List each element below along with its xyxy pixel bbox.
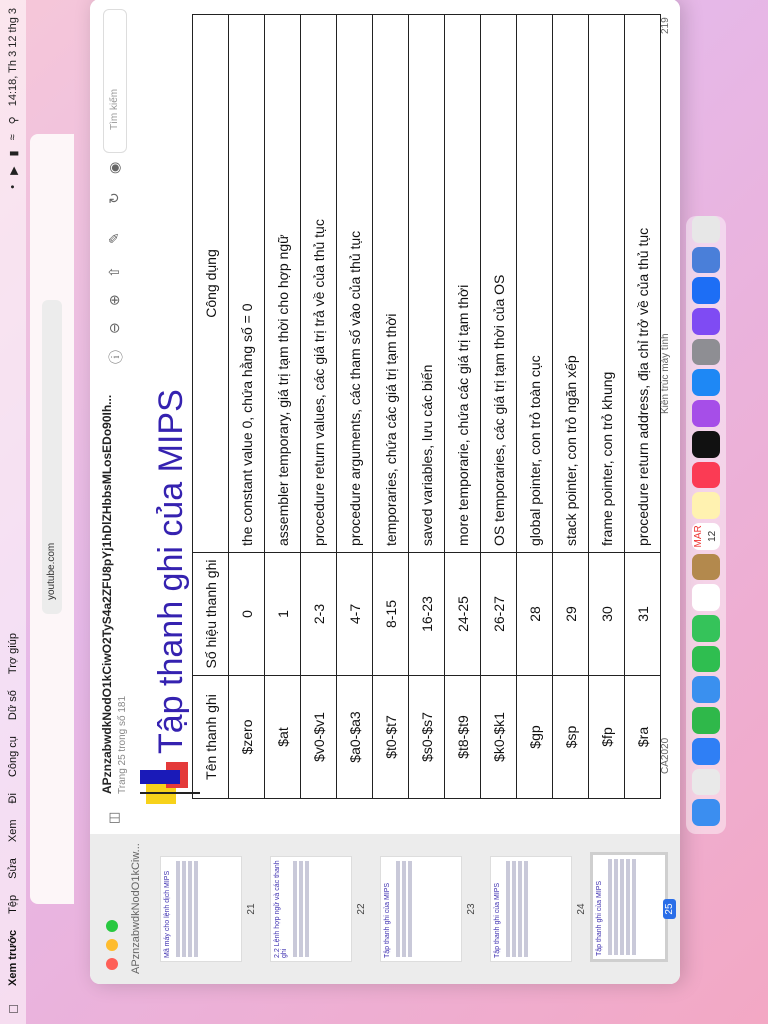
table-row (265, 15, 301, 799)
register-number-cell: 24-25 (445, 553, 481, 676)
register-name-cell: $a0-$a3 (337, 676, 373, 799)
register-number-cell: 29 (553, 553, 589, 676)
table-row (481, 15, 517, 799)
page-thumbnail-selected[interactable] (590, 852, 668, 962)
podcasts-icon[interactable] (692, 400, 720, 427)
mail-icon[interactable] (692, 676, 720, 703)
thumbnail-title: Tập thanh ghi của MIPS (596, 880, 603, 956)
register-number-cell: 1 (265, 553, 301, 676)
menu-app[interactable]: Xem trước (7, 929, 19, 986)
close-button[interactable] (106, 958, 118, 970)
register-number-cell: 16-23 (409, 553, 445, 676)
register-name-cell: $zero (229, 676, 265, 799)
background-browser-window[interactable] (30, 134, 74, 904)
wifi-icon[interactable]: ≈ (7, 134, 19, 141)
thumbnail-number: 21 (246, 903, 257, 915)
register-usage-cell: assembler temporary, giá trị tạm thời cho hợp ngữ (265, 15, 301, 553)
search-input[interactable]: Tìm kiếm (103, 9, 127, 153)
calendar-day: 12 (707, 530, 718, 542)
selected-page-badge: 25 (663, 899, 676, 918)
menu-view[interactable]: Xem (7, 819, 19, 843)
thumbnail-number: 22 (356, 903, 367, 915)
register-number-cell: 26-27 (481, 553, 517, 676)
register-number-cell: 30 (589, 553, 625, 676)
table-row (553, 15, 589, 799)
preview-app-icon[interactable] (692, 247, 720, 274)
sidebar-doc-title: APznzabwdkNodO1kCiw... (130, 843, 142, 974)
preview-toolbar (90, 0, 141, 834)
table-row (337, 15, 373, 799)
slide-title: Tập thanh ghi của MIPS (152, 389, 190, 754)
register-usage-cell: procedure return values, các giá trị trả về của thủ tục (301, 15, 337, 553)
table-row (625, 15, 661, 799)
register-number-cell: 2-3 (301, 553, 337, 676)
thumbnail-title: Tập thanh ghi của MIPS (494, 882, 501, 958)
zoom-button[interactable] (106, 920, 118, 932)
table-row (301, 15, 337, 799)
thumbnail-title: Mã máy cho lệnh dịch MIPS (164, 870, 171, 958)
messenger-icon[interactable] (692, 308, 720, 335)
register-table-body (229, 15, 661, 799)
window-controls (106, 920, 118, 970)
table-row (373, 15, 409, 799)
register-name-cell: $s0-$s7 (409, 676, 445, 799)
register-usage-cell: temporaries, chứa các giá trị tạm thời (373, 15, 409, 553)
info-icon[interactable]: ⓘ (108, 350, 124, 364)
thumbnail-number: 24 (576, 903, 587, 915)
search-icon[interactable]: ⚲ (7, 116, 20, 125)
register-name-cell: $fp (589, 676, 625, 799)
register-usage-cell: procedure return address, địa chỉ trở về của thủ tục (625, 15, 661, 553)
register-usage-cell: frame pointer, con trỏ khung (589, 15, 625, 553)
register-usage-cell: global pointer, con trỏ toàn cục (517, 15, 553, 553)
bluetooth-icon[interactable]: • (7, 184, 19, 189)
menu-window[interactable]: Dữ số (7, 690, 19, 721)
table-header-row (193, 15, 229, 799)
document-title: APznzabwdkNodO1kCiwO2TyS4a2ZFU8pYj1hDlZHbbsMLosEDo90Ih... (100, 394, 114, 794)
table-row (409, 15, 445, 799)
appstore-icon[interactable] (692, 369, 720, 396)
register-name-cell: $v0-$v1 (301, 676, 337, 799)
register-name-cell: $at (265, 676, 301, 799)
slide-page (140, 0, 680, 834)
sidebar-toggle-icon[interactable]: ◫ (106, 811, 121, 824)
slide-decoration-blue (140, 770, 180, 784)
markup-icon[interactable]: ◉ (106, 161, 122, 174)
menu-file[interactable]: Tệp (7, 894, 19, 914)
battery-icon[interactable]: ▮ (7, 150, 20, 157)
register-table (192, 14, 661, 799)
appletv-icon[interactable] (692, 431, 720, 458)
music-icon[interactable] (692, 462, 720, 489)
slide-decoration-line (140, 792, 200, 794)
zoom-out-icon[interactable]: ⊖ (106, 322, 122, 334)
menu-tools[interactable]: Công cụ (7, 736, 19, 778)
calendar-icon[interactable] (692, 523, 720, 550)
header-register-number: Số hiệu thanh ghi (193, 553, 229, 676)
register-usage-cell: saved variables, lưu các biến (409, 15, 445, 553)
phone-icon[interactable] (692, 615, 720, 642)
notes-icon[interactable] (692, 492, 720, 519)
table-row (445, 15, 481, 799)
clock-text[interactable]: 14:18, Th 3 12 thg 3 (7, 8, 19, 107)
page-thumbnail[interactable] (490, 856, 572, 962)
contacts-icon[interactable] (692, 554, 720, 581)
register-number-cell: 4-7 (337, 553, 373, 676)
register-number-cell: 8-15 (373, 553, 409, 676)
table-row (229, 15, 265, 799)
thumbnail-title: 2.2 Lệnh hợp ngữ và các thanh ghi (274, 860, 288, 958)
register-name-cell: $ra (625, 676, 661, 799)
markup-pen-icon[interactable]: ✎ (106, 232, 122, 244)
preview-window (90, 0, 680, 984)
thumbnail-number-selected (664, 834, 675, 984)
page-thumbnail[interactable] (380, 856, 462, 962)
register-usage-cell: OS temporaries, các giá trị tạm thời của OS (481, 15, 517, 553)
register-name-cell: $t0-$t7 (373, 676, 409, 799)
messages-icon[interactable] (692, 707, 720, 734)
header-usage: Công dụng (193, 15, 229, 553)
register-usage-cell: procedure arguments, các tham số vào của thủ tục (337, 15, 373, 553)
register-usage-cell: stack pointer, con trỏ ngăn xếp (553, 15, 589, 553)
register-usage-cell: more temporarie, chứa các giá trị tạm thời (445, 15, 481, 553)
register-name-cell: $sp (553, 676, 589, 799)
thumbnail-sidebar (90, 834, 680, 984)
page-thumbnail[interactable] (160, 856, 242, 962)
finder-icon[interactable] (692, 799, 720, 826)
page-thumbnail[interactable] (270, 856, 352, 962)
facetime-icon[interactable] (692, 646, 720, 673)
register-name-cell: $k0-$k1 (481, 676, 517, 799)
table-row (589, 15, 625, 799)
thumbnail-number: 23 (466, 903, 477, 915)
share-icon[interactable]: ⇧ (106, 266, 122, 278)
photos-icon[interactable] (692, 584, 720, 611)
apple-menu-icon[interactable] (6, 994, 21, 1024)
launchpad-icon[interactable] (692, 769, 720, 796)
register-usage-cell: the constant value 0, chứa hằng số = 0 (229, 15, 265, 553)
menu-bar (0, 0, 26, 1024)
rotate-icon[interactable]: ↻ (106, 192, 122, 204)
minimize-button[interactable] (106, 939, 118, 951)
trash-icon[interactable] (692, 216, 720, 243)
slide-footer-center: Kiến trúc máy tính (660, 333, 671, 414)
zoom-in-icon[interactable]: ⊕ (106, 294, 122, 306)
register-number-cell: 28 (517, 553, 553, 676)
register-name-cell: $gp (517, 676, 553, 799)
slide-footer-page: 219 (660, 17, 671, 34)
register-number-cell: 31 (625, 553, 661, 676)
slide-footer-left: CA2020 (660, 737, 671, 774)
settings-icon[interactable] (692, 339, 720, 366)
safari-icon[interactable] (692, 738, 720, 765)
menu-go[interactable]: Đi (7, 793, 19, 804)
thumbnail-title: Tập thanh ghi của MIPS (384, 882, 391, 958)
browser-url-field[interactable]: youtube.com (42, 300, 62, 614)
zalo-icon[interactable] (692, 277, 720, 304)
dock (686, 216, 726, 834)
table-row (517, 15, 553, 799)
header-register-name: Tên thanh ghi (193, 676, 229, 799)
menu-edit[interactable]: Sửa (7, 858, 19, 879)
register-name-cell: $t8-$t9 (445, 676, 481, 799)
register-number-cell: 0 (229, 553, 265, 676)
play-icon[interactable]: ▶ (7, 166, 20, 175)
calendar-month: MAR (693, 525, 704, 548)
menu-help[interactable]: Trợ giúp (7, 633, 19, 675)
page-info: Trang 25 trong số 181 (117, 695, 128, 794)
